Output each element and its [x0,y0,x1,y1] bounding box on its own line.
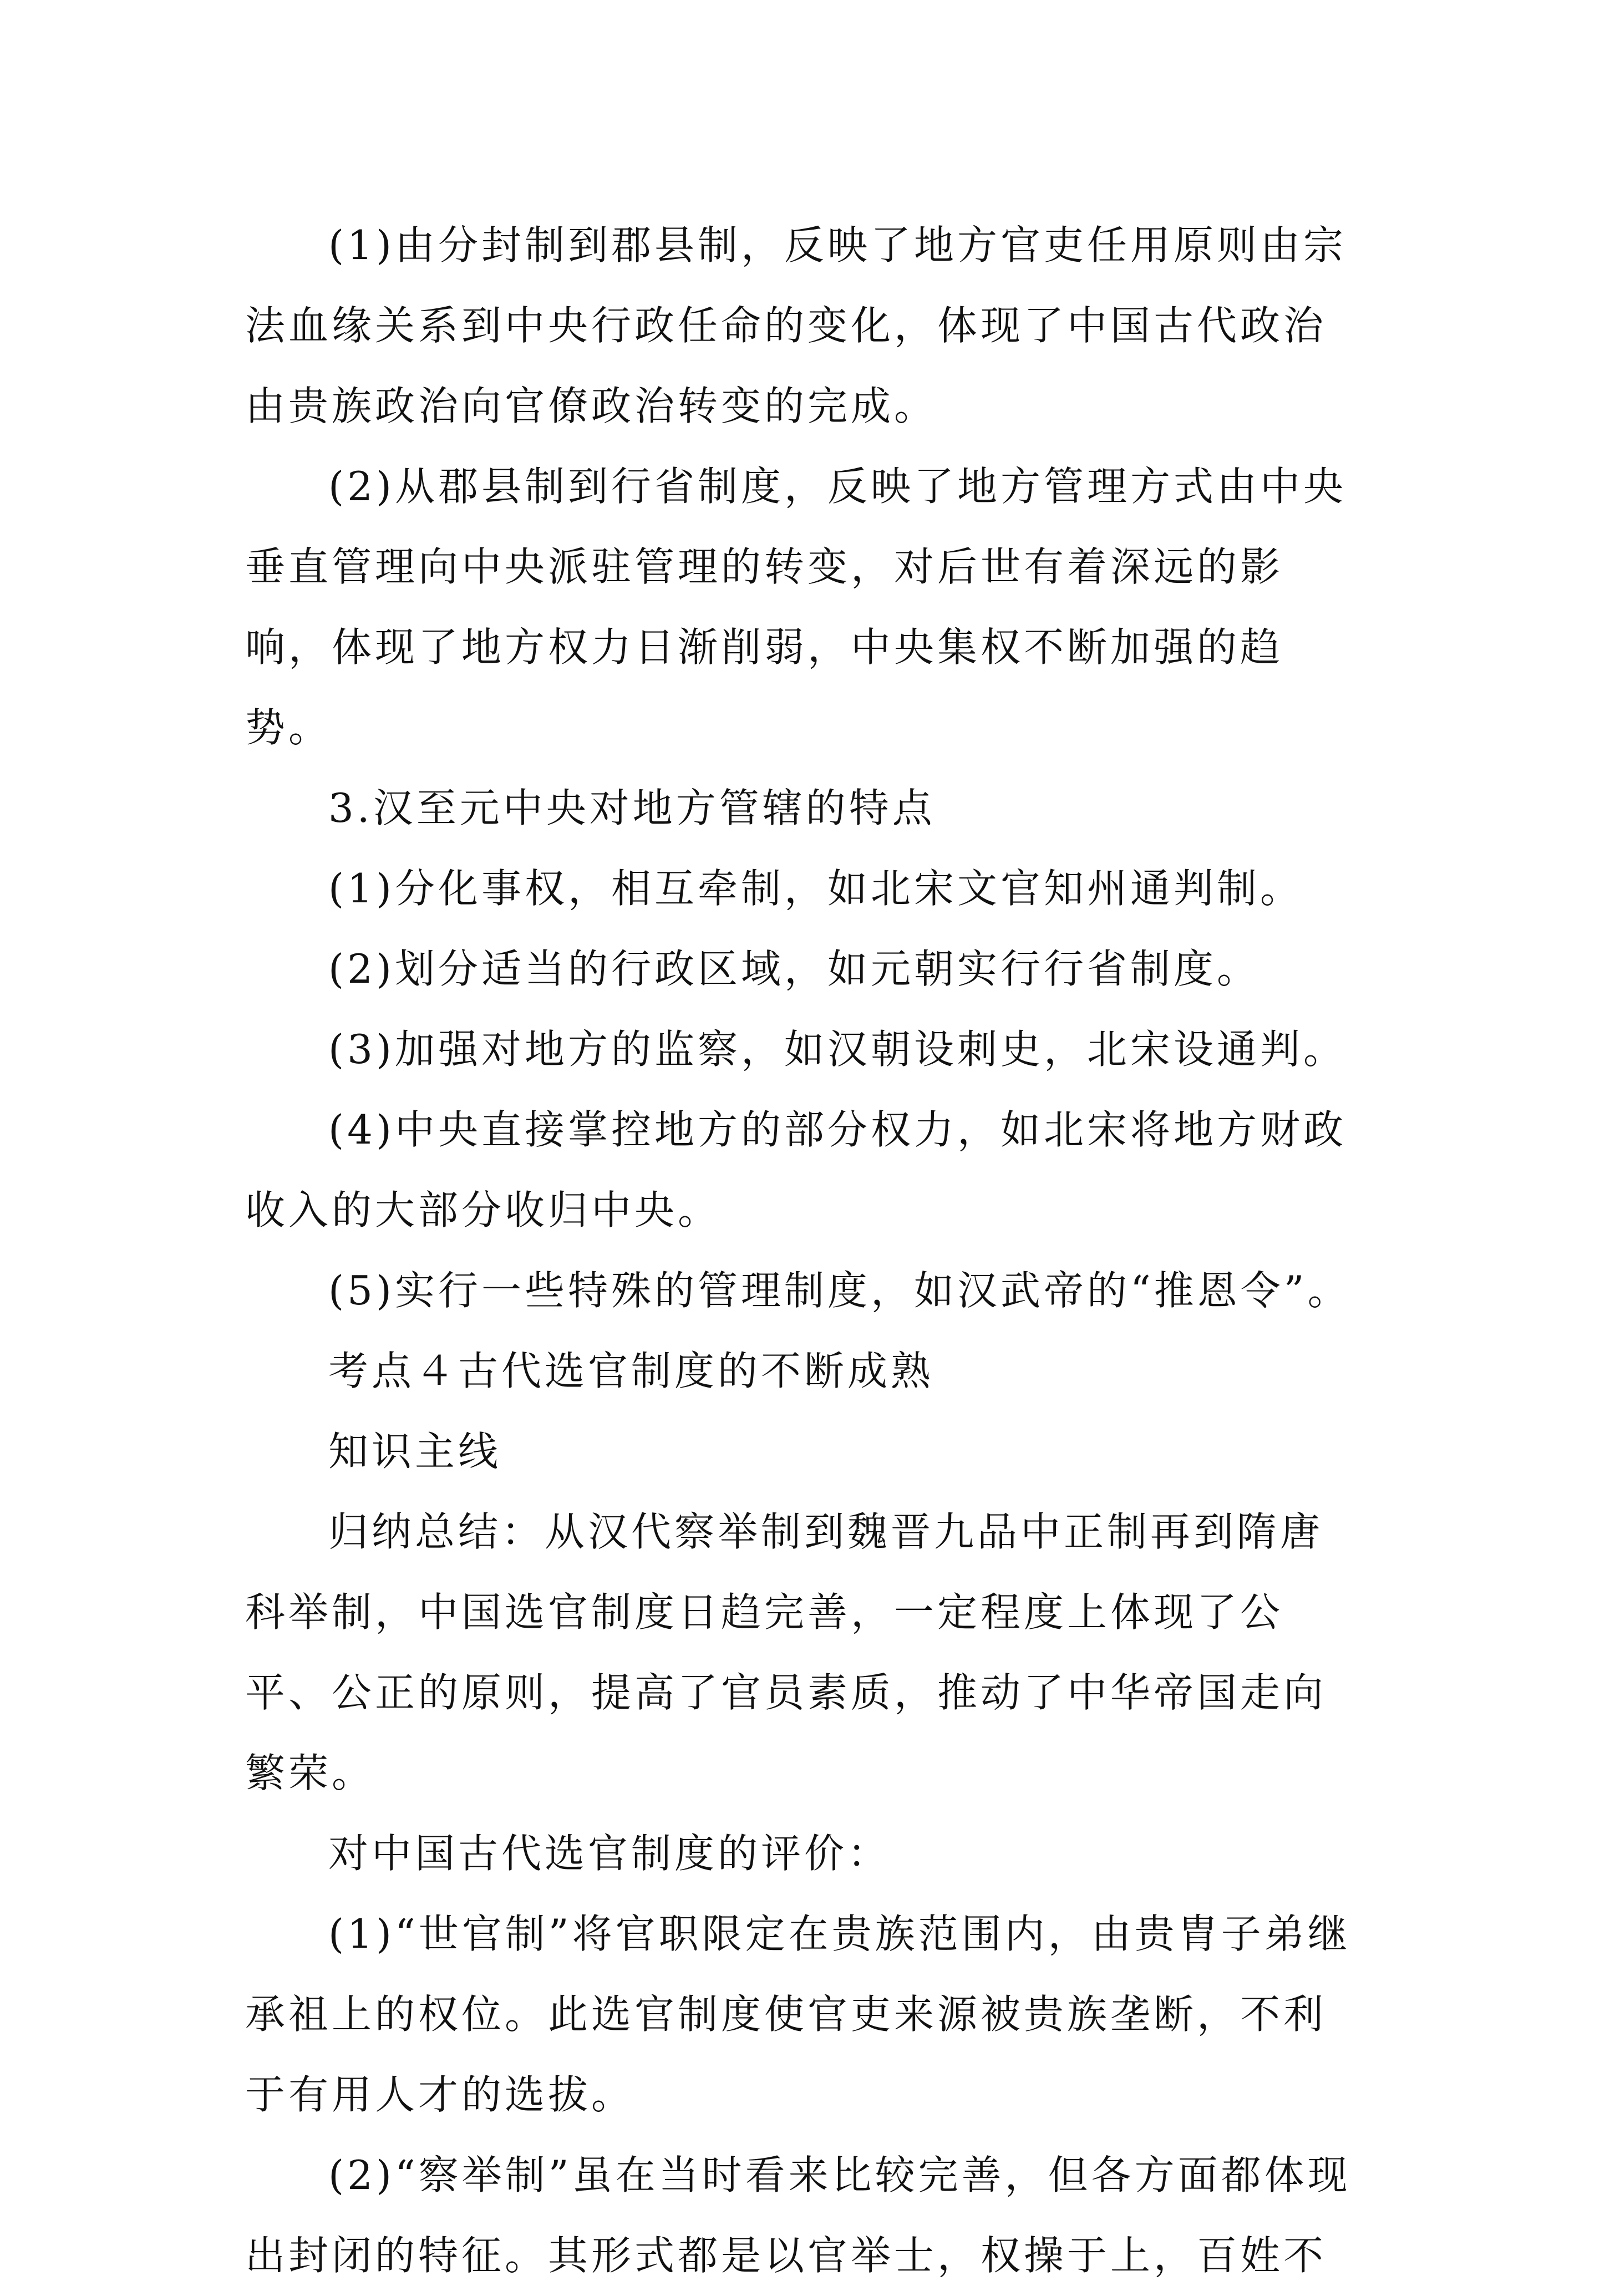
paragraph-evaluation-intro: 对中国古代选官制度的评价： [328,1830,891,1877]
paragraph-summary: 归纳总结：从汉代察举制到魏晋九品中正制再到隋唐科举制，中国选官制度日趋完善，一定程度上体现了公平、公正的原则，提高了官员素质，推动了中华帝国走向繁荣。 [245,1508,1327,1796]
paragraph-1: (1)由分封制到郡县制，反映了地方官吏任用原则由宗法血缘关系到中央行政任命的变化，体现了中国古代政治由贵族政治向官僚政治转变的完成。 [245,222,1347,429]
paragraph-6: (4)中央直接掌控地方的部分权力，如北宋将地方财政收入的大部分收归中央。 [245,1106,1347,1233]
paragraph-7: (5)实行一些特殊的管理制度，如汉武帝的“推恩令”。 [328,1267,1351,1314]
paragraph-5: (3)加强对地方的监察，如汉朝设刺史，北宋设通判。 [328,1026,1347,1073]
paragraph-4: (2)划分适当的行政区域，如元朝实行行省制度。 [328,946,1260,992]
subheading-knowledge-main-line: 知识主线 [328,1428,502,1475]
paragraph-2: (2)从郡县制到行省制度，反映了地方管理方式由中央垂直管理向中央派驻管理的转变，对后世有着深远的影响，体现了地方权力日渐削弱，中央集权不断加强的趋势。 [245,463,1347,751]
paragraph-eval-2: (2)“察举制”虽在当时看来比较完善，但各方面都体现出封闭的特征。其形式都是以官举士，权操于上，百姓不 [245,2152,1351,2279]
section-heading-kaodian-4: 考点４古代选官制度的不断成熟 [328,1348,934,1394]
paragraph-eval-1: (1)“世官制”将官职限定在贵族范围内，由贵胄子弟继承祖上的权位。此选官制度使官吏来源被贵族垄断，不利于有用人才的选拔。 [245,1911,1351,2118]
section-heading-3: 3.汉至元中央对地方管辖的特点 [328,785,936,831]
paragraph-3: (1)分化事权，相互牵制，如北宋文官知州通判制。 [328,865,1303,912]
